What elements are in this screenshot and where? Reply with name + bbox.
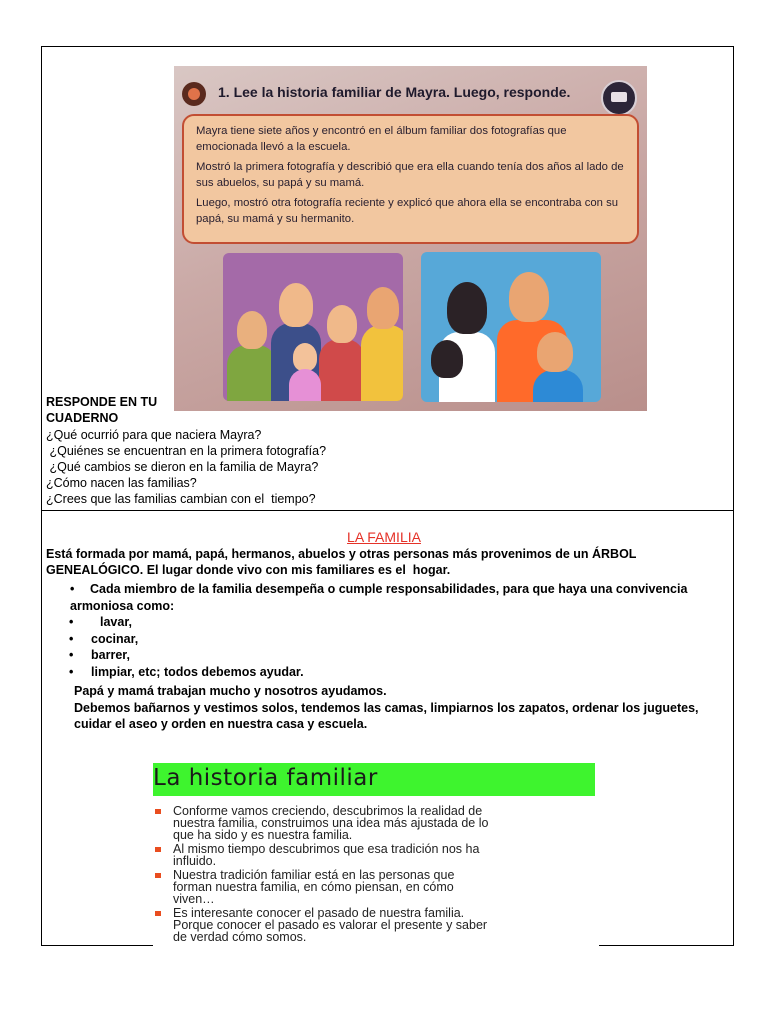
list-item: [46, 614, 736, 631]
closing-line: Debemos bañarnos y vestimos solos, tendemos las camas, limpiarnos los zapatos, ordenar los juguetes,: [74, 700, 699, 715]
list-item-text: cocinar,: [91, 631, 139, 646]
slide-bullet-line: Conforme vamos creciendo, descubrimos la realidad de: [173, 804, 483, 818]
list-item: [46, 581, 736, 598]
slide-bullet-line: que ha sido y es nuestra familia.: [173, 828, 353, 842]
closing-line: cuidar el aseo y orden en nuestra casa y escuela.: [74, 717, 368, 731]
slide-bullet-line: influido.: [173, 854, 217, 868]
slide-bullet-line: Es interesante conocer el pasado de nuestra familia.: [173, 906, 465, 920]
activity-header: [174, 66, 647, 116]
slide-bullet: [153, 907, 599, 943]
list-item-text: Cada miembro de la familia desempeña o cumple responsabilidades, para que haya una convivencia: [90, 582, 688, 596]
slide-bullet-line: viven…: [173, 892, 215, 906]
square-bullet-icon: [155, 809, 161, 814]
square-bullet-icon: [155, 873, 161, 878]
bullet-icon: •: [69, 631, 74, 646]
clapperboard-icon: [601, 80, 637, 116]
respond-heading-line: RESPONDE EN TU: [46, 395, 158, 409]
list-item: [46, 647, 736, 664]
list-item: [46, 664, 736, 681]
bullet-icon: •: [69, 664, 74, 679]
slide-bullet: [153, 805, 599, 841]
section-heading: LA FAMILIA: [347, 529, 421, 545]
bullet-icon: •: [69, 615, 74, 629]
intro-line: Está formada por mamá, papá, hermanos, abuelos y otras personas más provenimos de un ÁRBOL: [46, 547, 637, 561]
slide-bullet-line: nuestra familia, construimos una idea más ajustada de lo: [173, 816, 489, 830]
square-bullet-icon: [155, 911, 161, 916]
question-item: ¿Quiénes se encuentran en la primera fotografía?: [46, 444, 327, 458]
slide-bullet-line: de verdad cómo somos.: [173, 930, 307, 944]
question-item: ¿Crees que las familias cambian con el tiempo?: [46, 492, 316, 506]
intro-paragraph: [46, 546, 726, 578]
responsibility-list: [46, 581, 736, 680]
slide-bullet-line: Al mismo tiempo descubrimos que esa tradición nos ha: [173, 842, 480, 856]
slide-bullet: [153, 869, 599, 905]
activity-title: 1. Lee la historia familiar de Mayra. Luego, responde.: [218, 84, 571, 100]
slide-title: La historia familiar: [153, 765, 378, 791]
slide-bullet-list: [153, 805, 599, 945]
respond-heading-line: CUADERNO: [46, 411, 119, 425]
list-item-text: barrer,: [91, 648, 130, 662]
textbook-photo: [174, 66, 647, 411]
story-paragraph: Mayra tiene siete años y encontró en el álbum familiar dos fotografías que emocionada llevó a la escuela.: [196, 125, 567, 153]
closing-line: Papá y mamá trabajan mucho y nosotros ayudamos.: [74, 684, 387, 698]
list-item-continuation: armoniosa como:: [70, 598, 175, 613]
intro-line: GENEALÓGICO. El lugar donde vivo con mis familiares es el hogar.: [46, 563, 451, 577]
closing-paragraph: [74, 683, 734, 733]
list-item-text: limpiar, etc; todos debemos ayudar.: [91, 664, 304, 679]
slide-bullet: [153, 843, 599, 867]
family-illustration-old: [223, 253, 403, 401]
question-list: [46, 427, 326, 507]
slide-bullet-line: Nuestra tradición familiar está en las personas que: [173, 868, 455, 882]
question-item: ¿Qué ocurrió para que naciera Mayra?: [46, 428, 262, 442]
question-item: ¿Cómo nacen las familias?: [46, 476, 197, 490]
list-item-text: lavar,: [100, 615, 132, 629]
slide-bullet-line: forman nuestra familia, en cómo piensan, en cómo: [173, 880, 454, 894]
list-item: [46, 631, 736, 648]
story-box: [182, 114, 639, 244]
square-bullet-icon: [155, 847, 161, 852]
story-paragraph: Luego, mostró otra fotografía reciente y explicó que ahora ella se encontraba con su papá, su mamá y su hermanito.: [196, 197, 619, 225]
story-paragraph: Mostró la primera fotografía y describió que era ella cuando tenía dos años al lado de sus abuelos, su papá y su mamá.: [196, 161, 624, 189]
respond-heading: [46, 394, 157, 426]
slide-bullet-line: Porque conocer el pasado es valorar el presente y saber: [173, 918, 488, 932]
question-item: ¿Qué cambios se dieron en la familia de Mayra?: [46, 460, 319, 474]
activity-number-icon: [182, 82, 206, 106]
bullet-icon: •: [69, 648, 74, 662]
slide-title-bar: [153, 763, 595, 796]
row-divider: [41, 510, 734, 511]
family-illustration-recent: [421, 252, 601, 402]
bullet-icon: •: [70, 582, 75, 596]
history-slide: [153, 763, 599, 951]
